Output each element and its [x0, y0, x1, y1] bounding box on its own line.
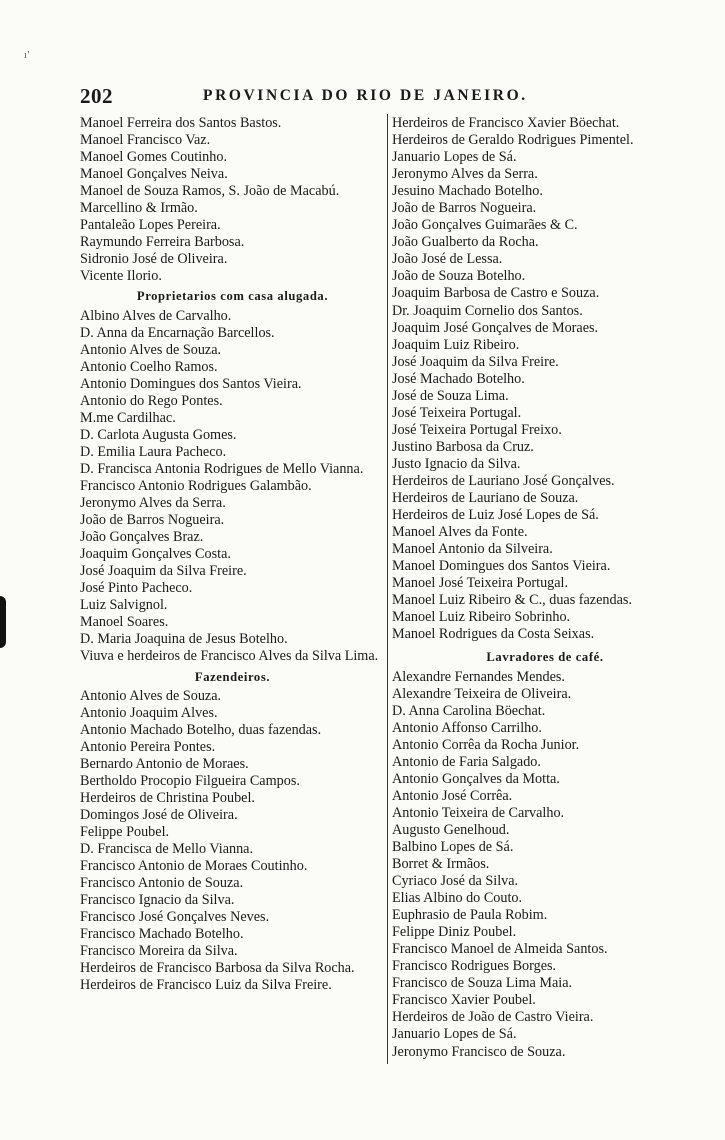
- list-entry: D. Maria Joaquina de Jesus Botelho.: [80, 631, 288, 648]
- list-entry: Joaquim Barbosa de Castro e Souza.: [392, 285, 600, 302]
- list-entry: José Teixeira Portugal.: [392, 404, 522, 421]
- list-entry: João de Souza Botelho.: [392, 268, 526, 285]
- list-entry: José Machado Botelho.: [392, 370, 525, 387]
- list-entry: Herdeiros de Francisco Luiz da Silva Freire.: [80, 977, 332, 994]
- list-entry: Manoel Antonio da Silveira.: [392, 541, 553, 558]
- list-entry: Francisco Moreira da Silva.: [80, 943, 238, 960]
- section-heading-fazendeiros: Fazendeiros.: [194, 669, 271, 684]
- section-heading-proprietarios: Proprietarios com casa alugada.: [136, 289, 329, 304]
- column-divider: [387, 114, 388, 1064]
- fazendeiros-list: [80, 688, 385, 995]
- list-entry: Domingos José de Oliveira.: [80, 806, 238, 823]
- list-entry: Antonio de Faria Salgado.: [392, 753, 541, 770]
- list-entry: Manoel Gomes Coutinho.: [80, 149, 227, 166]
- list-entry: Herdeiros de João de Castro Vieira.: [392, 1009, 594, 1026]
- list-entry: D. Emilia Laura Pacheco.: [80, 443, 227, 460]
- list-entry: Antonio Alves de Souza.: [80, 341, 222, 358]
- list-entry: Albino Alves de Carvalho.: [80, 307, 232, 324]
- list-entry: Balbino Lopes de Sá.: [392, 838, 514, 855]
- list-entry: Cyriaco José da Silva.: [392, 873, 519, 890]
- list-entry: Manoel Rodrigues da Costa Seixas.: [392, 626, 595, 643]
- list-entry: D. Anna da Encarnação Barcellos.: [80, 324, 275, 341]
- list-entry: Manoel José Teixeira Portugal.: [392, 575, 569, 592]
- list-entry: Jeronymo Francisco de Souza.: [392, 1043, 566, 1060]
- list-entry: Jesuino Machado Botelho.: [392, 183, 543, 200]
- list-entry: Manoel Soares.: [80, 614, 169, 631]
- list-entry: Joaquim José Gonçalves de Moraes.: [392, 319, 599, 336]
- list-entry: Antonio Pereira Pontes.: [80, 738, 216, 755]
- list-entry: Justino Barbosa da Cruz.: [392, 438, 534, 455]
- list-entry: Augusto Genelhoud.: [392, 821, 510, 838]
- list-entry: Francisco Antonio de Moraes Coutinho.: [80, 858, 308, 875]
- proprietarios-list: [80, 308, 385, 666]
- list-entry: Francisco Rodrigues Borges.: [392, 958, 557, 975]
- list-entry: Antonio Coelho Ramos.: [80, 358, 218, 375]
- list-entry: Joaquim Gonçalves Costa.: [80, 546, 231, 563]
- left-column: [80, 115, 385, 994]
- list-entry: Francisco José Gonçalves Neves.: [80, 909, 270, 926]
- list-entry: Francisco Xavier Poubel.: [392, 992, 536, 1009]
- list-entry: Felippe Poubel.: [80, 823, 170, 840]
- list-entry: Viuva e herdeiros de Francisco Alves da Silva Lima.: [80, 648, 379, 665]
- list-entry: Manoel Francisco Vaz.: [80, 132, 211, 149]
- list-entry: Jeronymo Alves da Serra.: [392, 166, 538, 183]
- list-entry: Luiz Salvignol.: [80, 597, 168, 614]
- page-number: 202: [80, 84, 113, 108]
- list-entry: Felippe Diniz Poubel.: [392, 924, 517, 941]
- list-entry: D. Francisca Antonia Rodrigues de Mello Vianna.: [80, 460, 364, 477]
- list-entry: Bernardo Antonio de Moraes.: [80, 755, 249, 772]
- list-entry: Herdeiros de Francisco Barbosa da Silva Rocha.: [80, 960, 355, 977]
- list-entry: Herdeiros de Lauriano de Souza.: [392, 490, 579, 507]
- list-entry: Herdeiros de Christina Poubel.: [80, 789, 255, 806]
- list-entry: Francisco Manoel de Almeida Santos.: [392, 941, 608, 958]
- list-entry: Jeronymo Alves da Serra.: [80, 495, 226, 512]
- list-entry: Raymundo Ferreira Barbosa.: [80, 234, 245, 251]
- list-entry: Francisco Ignacio da Silva.: [80, 892, 235, 909]
- list-entry: Manoel Luiz Ribeiro & C., duas fazendas.: [392, 592, 632, 609]
- list-entry: Francisco Antonio Rodrigues Galambão.: [80, 477, 312, 494]
- list-entry: Alexandre Fernandes Mendes.: [392, 668, 565, 685]
- right-column: [392, 115, 698, 1061]
- list-entry: Januario Lopes de Sá.: [392, 149, 517, 166]
- list-entry: Sidronio José de Oliveira.: [80, 251, 228, 268]
- running-title: PROVINCIA DO RIO DE JANEIRO.: [203, 87, 528, 104]
- list-entry: João Gualberto da Rocha.: [392, 234, 539, 251]
- list-entry: Francisco de Souza Lima Maia.: [392, 975, 573, 992]
- list-entry: Antonio do Rego Pontes.: [80, 392, 223, 409]
- list-entry: Antonio Affonso Carrilho.: [392, 719, 542, 736]
- lavradores-list: [392, 669, 698, 1061]
- list-entry: Antonio José Corrêa.: [392, 787, 513, 804]
- list-entry: José Pinto Pacheco.: [80, 580, 193, 597]
- list-entry: João José de Lessa.: [392, 251, 503, 268]
- page-header: [80, 84, 600, 108]
- left-top-list: [80, 115, 385, 285]
- list-entry: D. Carlota Augusta Gomes.: [80, 426, 237, 443]
- list-entry: José Joaquim da Silva Freire.: [392, 353, 559, 370]
- list-entry: Bertholdo Procopio Filgueira Campos.: [80, 772, 300, 789]
- list-entry: Manoel Domingues dos Santos Vieira.: [392, 558, 611, 575]
- list-entry: Manoel Ferreira dos Santos Bastos.: [80, 115, 282, 131]
- margin-speck: ı’: [24, 50, 31, 61]
- list-entry: Antonio Machado Botelho, duas fazendas.: [80, 721, 322, 738]
- list-entry: Manoel Alves da Fonte.: [392, 524, 528, 541]
- list-entry: João de Barros Nogueira.: [392, 200, 537, 217]
- list-entry: Joaquim Luiz Ribeiro.: [392, 336, 520, 353]
- list-entry: José Joaquim da Silva Freire.: [80, 563, 247, 580]
- list-entry: Herdeiros de Luiz José Lopes de Sá.: [392, 507, 599, 524]
- list-entry: João Gonçalves Guimarães & C.: [392, 217, 578, 234]
- list-entry: João de Barros Nogueira.: [80, 512, 225, 529]
- page-edge-mark: [0, 596, 6, 648]
- list-entry: Januario Lopes de Sá.: [392, 1026, 517, 1043]
- list-entry: Pantaleão Lopes Pereira.: [80, 217, 221, 234]
- list-entry: D. Anna Carolina Böechat.: [392, 702, 546, 719]
- list-entry: José Teixeira Portugal Freixo.: [392, 421, 562, 438]
- list-entry: M.me Cardilhac.: [80, 409, 176, 426]
- list-entry: Antonio Alves de Souza.: [80, 687, 222, 704]
- list-entry: Alexandre Teixeira de Oliveira.: [392, 685, 572, 702]
- list-entry: Francisco Antonio de Souza.: [80, 875, 244, 892]
- list-entry: D. Francisca de Mello Vianna.: [80, 840, 254, 857]
- list-entry: Herdeiros de Francisco Xavier Böechat.: [392, 115, 620, 131]
- section-heading-lavradores: Lavradores de café.: [486, 650, 604, 665]
- list-entry: José de Souza Lima.: [392, 387, 509, 404]
- list-entry: Antonio Domingues dos Santos Vieira.: [80, 375, 302, 392]
- list-entry: Vicente Ilorio.: [80, 268, 162, 285]
- list-entry: Manoel Luiz Ribeiro Sobrinho.: [392, 609, 571, 626]
- list-entry: Antonio Corrêa da Rocha Junior.: [392, 736, 580, 753]
- list-entry: Antonio Joaquim Alves.: [80, 704, 218, 721]
- list-entry: Antonio Teixeira de Carvalho.: [392, 804, 565, 821]
- list-entry: Borret & Irmãos.: [392, 856, 490, 873]
- list-entry: Elias Albino do Couto.: [392, 890, 523, 907]
- list-entry: Marcellino & Irmão.: [80, 200, 198, 217]
- right-top-list: [392, 115, 698, 643]
- list-entry: Euphrasio de Paula Robim.: [392, 907, 548, 924]
- list-entry: Dr. Joaquim Cornelio dos Santos.: [392, 302, 583, 319]
- list-entry: Antonio Gonçalves da Motta.: [392, 770, 560, 787]
- list-entry: Herdeiros de Lauriano José Gonçalves.: [392, 472, 615, 489]
- list-entry: Francisco Machado Botelho.: [80, 926, 244, 943]
- list-entry: Manoel Gonçalves Neiva.: [80, 166, 228, 183]
- list-entry: Manoel de Souza Ramos, S. João de Macabú.: [80, 183, 340, 200]
- list-entry: Justo Ignacio da Silva.: [392, 455, 521, 472]
- list-entry: Herdeiros de Geraldo Rodrigues Pimentel.: [392, 132, 634, 149]
- list-entry: João Gonçalves Braz.: [80, 529, 204, 546]
